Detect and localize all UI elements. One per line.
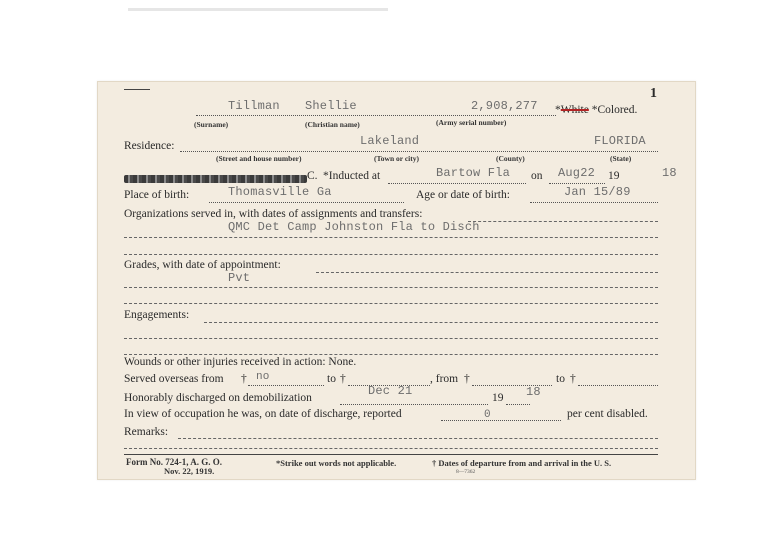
race-colored: Colored. [597, 104, 638, 116]
remarks-label: Remarks: [124, 426, 169, 438]
footer-rule [124, 454, 658, 455]
birth-place-line [209, 202, 404, 203]
town-value: Lakeland [360, 134, 420, 148]
christian-name-value: Shellie [305, 99, 357, 113]
surname-caption: (Surname) [194, 120, 229, 129]
overseas-label: Served overseas from [124, 373, 224, 385]
service-record-card [97, 81, 696, 480]
grades-line-2 [124, 287, 658, 288]
street-caption: (Street and house number) [216, 154, 302, 163]
marker: * [591, 104, 598, 116]
dagger: † [464, 373, 470, 385]
disability-line [441, 420, 561, 421]
on-label: on [531, 170, 543, 182]
overseas-from-line [248, 385, 324, 386]
discharge-year-prefix: 19 [492, 392, 504, 404]
discharge-date-line [340, 404, 488, 405]
christian-name-caption: (Christian name) [305, 120, 360, 129]
state-caption: (State) [610, 154, 632, 163]
occupation-label: In view of occupation he was, on date of discharge, reported [124, 408, 402, 420]
inducted-place-value: Bartow Fla [436, 166, 511, 180]
inducted-place-line [388, 183, 526, 184]
induction-date-line [549, 183, 605, 184]
age-label: Age or date of birth: [416, 189, 510, 201]
county-caption: (County) [496, 154, 525, 163]
dates-note: † Dates of departure from and arrival in the U. S. [432, 458, 612, 468]
remarks-line-2 [124, 448, 658, 449]
overseas-from2-label: , from [430, 373, 459, 385]
organizations-line-3 [124, 254, 658, 255]
inducted-at-label: *Inducted at [323, 170, 381, 182]
organizations-label: Organizations served in, with dates of assignments and transfers: [124, 208, 423, 220]
state-value: FLORIDA [594, 134, 646, 148]
remarks-line-1 [178, 438, 658, 439]
discharge-year-line [506, 404, 530, 405]
surname-value: Tillman [228, 99, 280, 113]
page-number: 1 [650, 86, 657, 101]
induction-year-value: 18 [662, 166, 677, 180]
name-line [196, 115, 556, 116]
engagements-line-1 [204, 322, 658, 323]
serial-number-value: 2,908,277 [471, 99, 538, 113]
strike-note: *Strike out words not applicable. [276, 458, 397, 468]
overseas-to2-line [578, 385, 658, 386]
dagger: † [241, 373, 247, 385]
overseas-to2-label: to [556, 373, 565, 385]
induction-year-prefix: 19 [608, 170, 620, 182]
overseas-to-label: to [327, 373, 336, 385]
place-of-birth-value: Thomasville Ga [228, 185, 332, 199]
wounds-label: Wounds or other injuries received in action: [124, 356, 326, 368]
engagements-line-2 [124, 338, 658, 339]
engagements-line-3 [124, 354, 658, 355]
organizations-value: QMC Det Camp Johnston Fla to Disch [228, 220, 480, 234]
grades-line-1 [316, 272, 658, 273]
discharge-year-value: 18 [526, 385, 541, 399]
dagger: † [570, 373, 576, 385]
top-edge-mark [128, 8, 388, 11]
grades-line-3 [124, 303, 658, 304]
organizations-line-1 [468, 221, 658, 222]
grades-label: Grades, with date of appointment: [124, 259, 281, 271]
race-white-struck: White [560, 104, 589, 116]
print-code: 8—7362 [456, 469, 476, 475]
disability-suffix: per cent disabled. [567, 408, 648, 420]
birth-date-value: Jan 15/89 [564, 185, 631, 199]
place-of-birth-label: Place of birth: [124, 189, 190, 201]
discharge-label: Honorably discharged on demobilization [124, 392, 312, 404]
marker: * [555, 104, 561, 116]
overseas-from-value: no [256, 371, 270, 383]
birth-date-line [530, 202, 658, 203]
redacted-enlistment-text [124, 175, 307, 183]
form-number: Form No. 724-1, A. G. O. [126, 457, 222, 467]
form-date: Nov. 22, 1919. [164, 466, 215, 476]
organizations-line-2 [124, 237, 658, 238]
serial-number-caption: (Army serial number) [436, 118, 507, 127]
residence-line [180, 151, 658, 152]
dagger: † [340, 373, 346, 385]
engagements-label: Engagements: [124, 309, 190, 321]
wounds-value: None. [328, 356, 357, 368]
race-field [555, 104, 637, 116]
grades-value: Pvt [228, 271, 251, 285]
disability-value: 0 [484, 409, 491, 421]
induction-suffix: C. [307, 170, 318, 182]
town-caption: (Town or city) [374, 154, 419, 163]
discharge-date-value: Dec 21 [368, 384, 413, 398]
residence-label: Residence: [124, 140, 175, 152]
wounds-field [124, 356, 356, 368]
corner-rule [124, 89, 150, 90]
induction-date-value: Aug22 [558, 166, 596, 180]
